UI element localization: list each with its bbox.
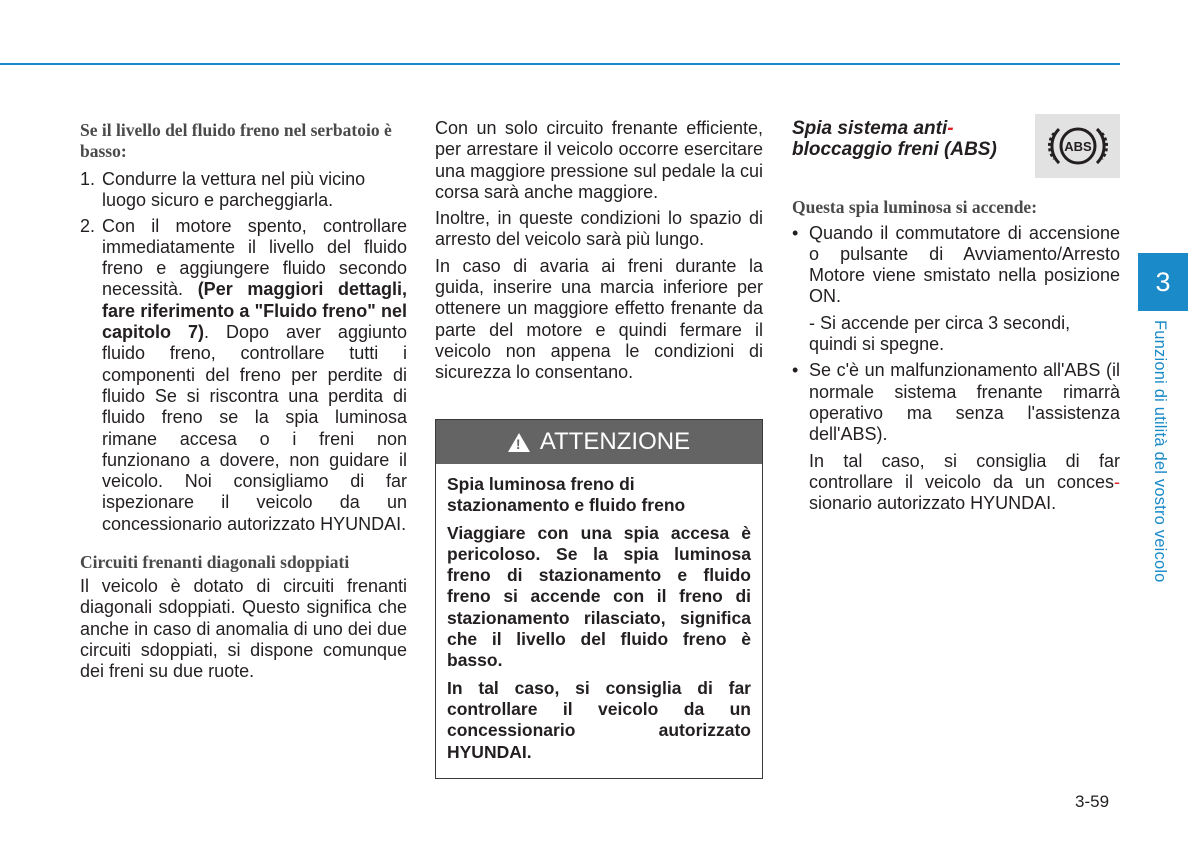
chapter-tab: 3 [1138,253,1188,311]
list-item [792,360,1120,445]
list-text: Se c'è un malfunzionamento all'ABS (il normale sistema frenante rimarrà operativo ma senza l'assistenza dell'ABS). [809,360,1120,445]
list-text: Condurre la vettura nel più vicino luogo sicuro e parcheggiarla. [102,169,366,211]
paragraph: Con un solo circuito frenante efficiente, per arrestare il veicolo occorre esercitare una maggiore pressione sul pedale la cui corsa sarà anche maggiore. [435,118,763,202]
warning-paragraph: In tal caso, si consiglia di far controllare il veicolo da un concessionario autorizzato HYUNDAI. [447,677,751,762]
bullet: • [792,360,799,381]
list-text: Con il motore spento, controllare immediatamente il livello del fluido freno e aggiungere fluido secondo necessità. (Per maggiori dettagli, fare riferimento a "Fluido freno" nel capitolo 7). Dopo aver aggiunto fluido freno, controllare tutti i componenti del freno per perdite di fluido Se si riscontra una perdita di fluido freno se la spia luminosa rimane accesa o i freni non funzionano a dovere, non guidare il veicolo. Noi consigliamo di far ispezionare il veicolo da un concessionario autorizzato HYUNDAI. [102,215,407,534]
abs-section-title: Spia sistema anti- bloccaggio freni (ABS) [792,118,997,161]
abs-icon-label: ABS [1063,139,1092,154]
warning-paragraph: Viaggiare con una spia accesa è pericoloso. Se la spia luminosa freno di stazionamento e fluido freno si accende con il freno di stazionamento rilasciato, significa che il livello del fluido freno è basso. [447,522,751,671]
column-1 [80,118,407,683]
sub-note: - Si accende per circa 3 secondi, quindi si spegne. [809,312,1071,355]
paragraph: In tal caso, si consiglia di far controllare il veicolo da un conces-sionario autorizzato HYUNDAI. [809,450,1120,514]
header-rule [0,63,1120,65]
abs-subheading: Questa spia luminosa si accende: [792,196,1038,217]
warning-title: ATTENZIONE [539,428,691,455]
list-text: Quando il commutatore di accensione o pulsante di Avviamento/Arresto Motore viene smistato nella posizione ON. [809,222,1120,307]
list-item [80,216,407,535]
paragraph: Il veicolo è dotato di circuiti frenanti diagonali sdoppiati. Questo significa che anche in caso di anomalia di uno dei due circuiti sdoppiati, si dispone comunque dei freni su due ruote. [80,576,407,682]
warning-header [436,420,762,464]
reference-note: (Per maggiori dettagli, fare riferimento a "Fluido freno" nel capitolo 7) [102,279,407,343]
warning-paragraph: Spia luminosa freno di stazionamento e fluido freno [447,474,686,516]
list-number: 2. [80,215,96,236]
paragraph: In caso di avaria ai freni durante la guida, inserire una marcia inferiore per ottenere un maggiore effetto frenante da parte del motore e quindi fermare il veicolo non appena le condizioni di sicurezza lo consentano. [435,255,763,383]
list-item [80,169,407,212]
section-heading-low-fluid: Se il livello del fluido freno nel serbatoio è basso: [80,120,392,161]
bullet: • [792,222,799,243]
warning-body [436,464,762,763]
list-number: 1. [80,169,96,189]
warning-box [435,419,763,779]
abs-warning-light-icon [1035,114,1120,178]
list-item [792,223,1120,308]
column-2 [435,118,763,384]
warning-triangle-icon: ! [508,433,530,452]
paragraph: Inoltre, in queste condizioni lo spazio di arresto del veicolo sarà più lungo. [435,208,763,250]
section-heading-diagonal-circuits: Circuiti frenanti diagonali sdoppiati [80,552,350,573]
chapter-label: Funzioni di utilità del vostro veicolo [1151,320,1169,583]
page-number: 3-59 [1075,792,1110,811]
